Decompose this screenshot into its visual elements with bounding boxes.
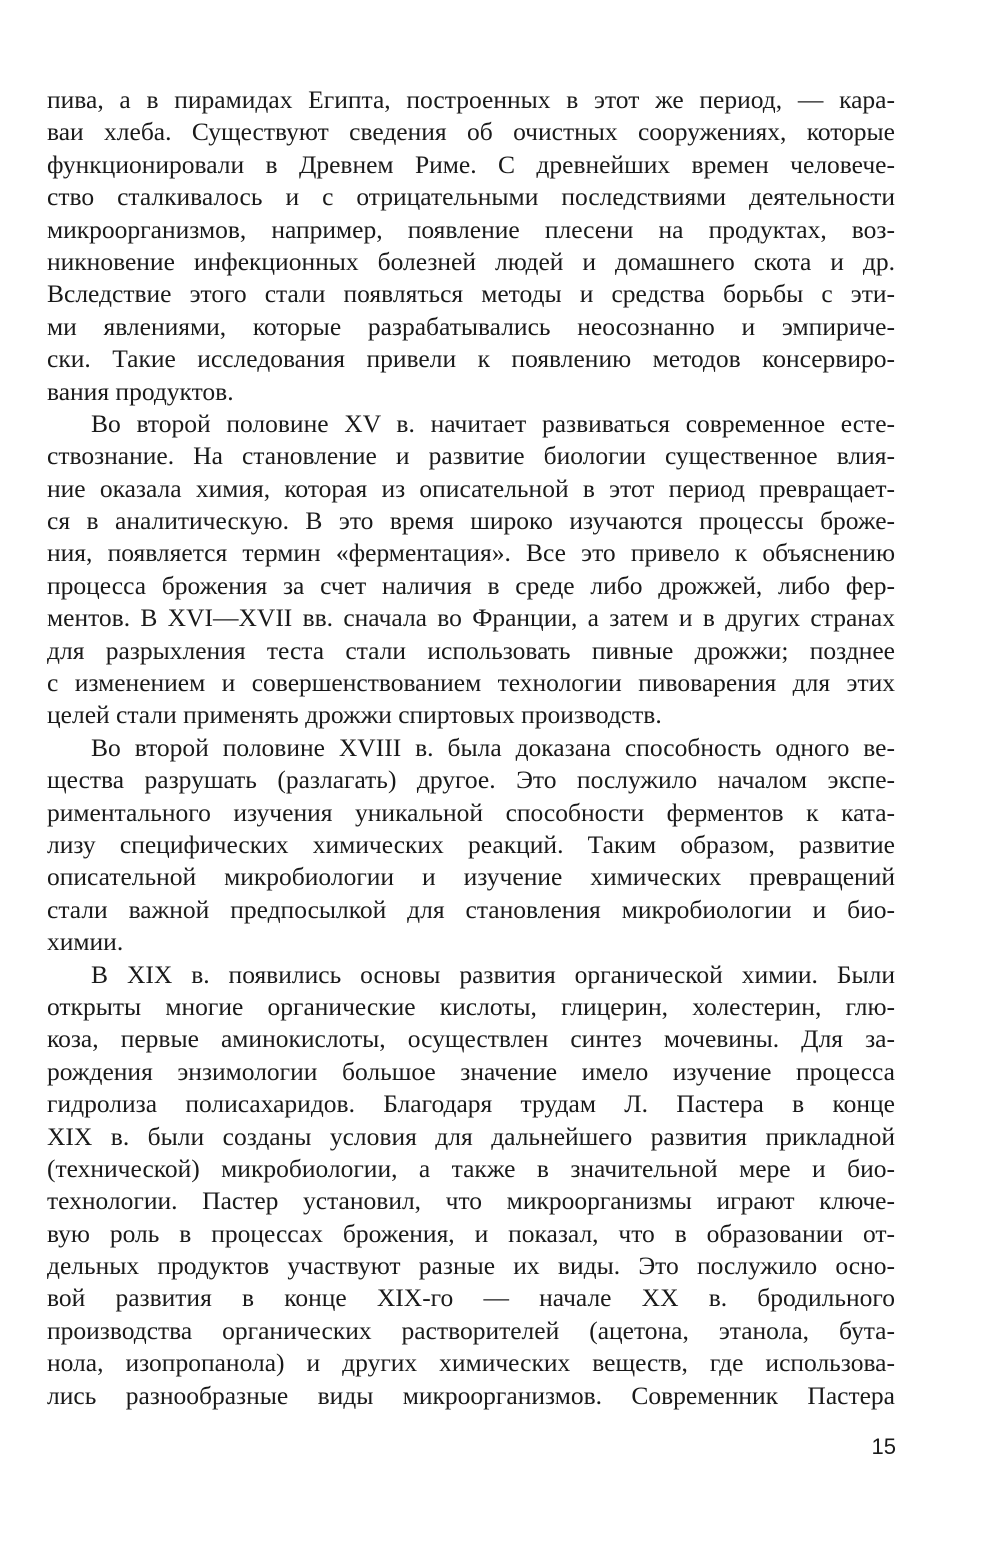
text-line: лись разнообразные виды микроорганизмов. Современник Пастера [47,1380,895,1410]
text-line: дельных продуктов участвуют разные их виды. Это послужило осно- [47,1251,895,1281]
text-line: процесса брожения за счет наличия в среде либо дрожжей, либо фер- [47,570,895,600]
text-line: ментов. В XVI—XVII вв. сначала во Франции, а затем и в других странах [47,603,895,633]
text-line: ния, появляется термин «ферментация». Все это привело к объяснению [47,538,895,568]
text-line: ство сталкивалось и с отрицательными последствиями деятельности [47,182,895,212]
text-line: описательной микробиологии и изучение химических превращений [47,862,895,892]
text-line: с изменением и совершенствованием технологии пивоварения для этих [47,668,895,698]
text-line: ствознание. На становление и развитие биологии существенное влия- [47,441,895,471]
text-line: Во второй половине XV в. начитает развиваться современное есте- [91,408,895,438]
paragraph [47,84,895,408]
text-line: ски. Такие исследования привели к появлению методов консервиро- [47,344,895,374]
text-line: стали важной предпосылкой для становления микробиологии и био- [47,894,895,924]
text-line: коза, первые аминокислоты, осуществлен синтез мочевины. Для за- [47,1024,895,1054]
page-number: 15 [871,1434,896,1459]
text-line: Во второй половине XVIII в. была доказана способность одного ве- [91,732,895,762]
text-line: микроорганизмов, например, появление плесени на продуктах, воз- [47,214,895,244]
text-line: XIX в. были созданы условия для дальнейшего развития прикладной [47,1121,895,1151]
text-line: функционировали в Древнем Риме. С древнейших времен человече- [47,149,895,179]
page-body [47,84,895,1412]
text-line: химии. [47,927,124,957]
text-line: целей стали применять дрожжи спиртовых производств. [47,700,662,730]
text-line: (технической) микробиологии, а также в значительной мере и био- [47,1153,895,1183]
text-line: В XIX в. появились основы развития органической химии. Были [91,959,895,989]
text-line: щества разрушать (разлагать) другое. Это послужило началом экспе- [47,765,895,795]
text-line: риментального изучения уникальной способности ферментов к ката- [47,797,895,827]
text-line: производства органических растворителей (ацетона, этанола, бута- [47,1315,895,1345]
text-line: ми явлениями, которые разрабатывались неосознанно и эмпириче- [47,311,895,341]
text-line: никновение инфекционных болезней людей и домашнего скота и др. [47,246,895,276]
text-line: рождения энзимологии большое значение имело изучение процесса [47,1056,895,1086]
text-line: вую роль в процессах брожения, и показал, что в образовании от- [47,1218,895,1248]
text-line: для разрыхления теста стали использовать пивные дрожжи; позднее [47,635,895,665]
text-line: вой развития в конце XIX-го — начале XX в. бродильного [47,1283,895,1313]
text-line: Вследствие этого стали появляться методы и средства борьбы с эти- [47,279,895,309]
paragraph [47,732,895,959]
text-line: ваи хлеба. Существуют сведения об очистных сооружениях, которые [47,117,895,147]
text-line: открыты многие органические кислоты, глицерин, холестерин, глю- [47,991,895,1021]
paragraph [47,959,895,1412]
paragraph [47,408,895,732]
text-line: пива, а в пирамидах Египта, построенных в этот же период, — кара- [47,85,895,114]
text-line: гидролиза полисахаридов. Благодаря трудам Л. Пастера в конце [47,1089,895,1119]
text-line: лизу специфических химических реакций. Таким образом, развитие [47,829,895,859]
text-line: технологии. Пастер установил, что микроорганизмы играют ключе- [47,1186,895,1216]
text-line: ся в аналитическую. В это время широко изучаются процессы броже- [47,506,895,536]
text-line: ние оказала химия, которая из описательной в этот период превращает- [47,473,895,503]
text-line: нола, изопропанола) и других химических веществ, где использова- [47,1348,895,1378]
text-line: вания продуктов. [47,376,234,406]
